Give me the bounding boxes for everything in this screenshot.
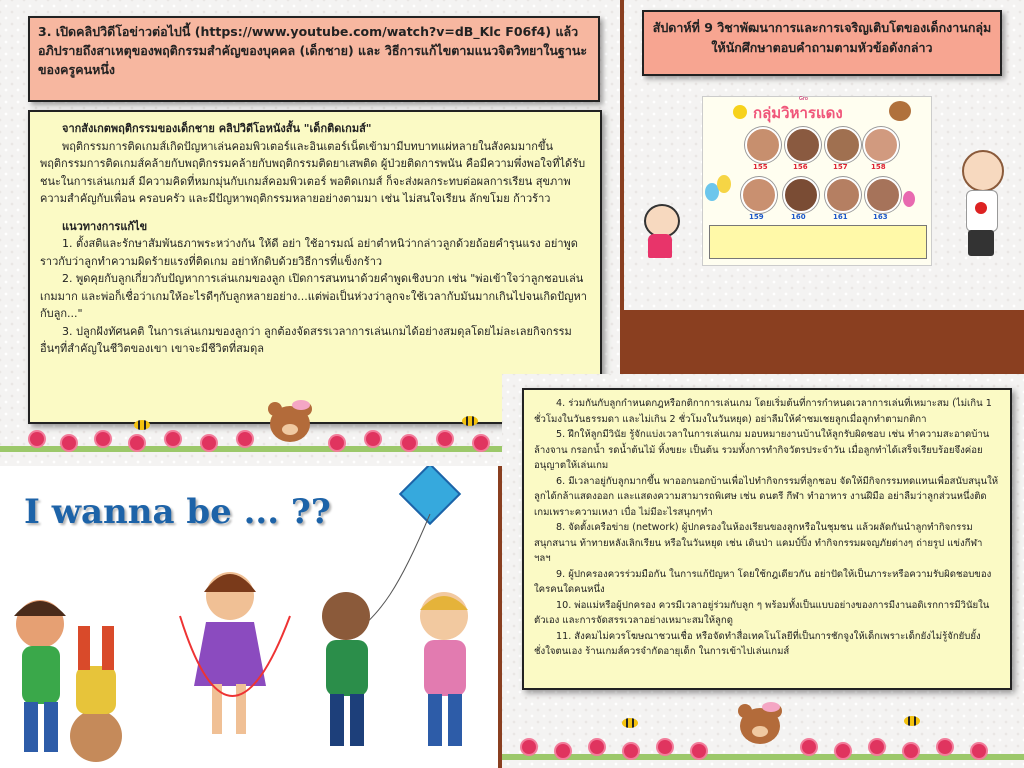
slide-title: I wanna be ... ??: [24, 492, 331, 532]
member-number: 159: [749, 213, 764, 221]
children-playing-illustration: [0, 466, 498, 768]
list-item: 10. พ่อแม่หรือผู้ปกครอง ควรมีเวลาอยู่ร่วมกับลูก ๆ พร้อมทั้งเป็นแบบอย่างของการมีงานอดิเรกการมีวินัยในตัวเอง และการจัดสรรเวลาอย่างเหมาะสมให้ลูกดู: [534, 599, 990, 626]
flower-icon: [870, 740, 884, 754]
list-item: 3. ปลูกฝังทัศนคติ ในการเล่นเกมของลูกว่า ลูกต้องจัดสรรเวลาการเล่นเกมได้อย่างสมดุลโดยไม่ละเลยกิจกรรมอื่นๆที่สำคัญในชีวิตของเขา เขาจะมีชีวิตที่สมดุล: [40, 324, 572, 355]
member-number: 156: [793, 163, 808, 171]
avatar: [825, 177, 861, 213]
flower-icon: [130, 436, 144, 450]
flower-icon: [166, 432, 180, 446]
flower-icon: [438, 432, 452, 446]
bee-icon: [622, 718, 638, 728]
list-item: 8. จัดตั้งเครือข่าย (network) ผู้ปกครองในห้องเรียนของลูกหรือในชุมชน แล้วผลัดกันนำลูกทำกิจกรรมสนุกสนาน ท้าทายหลังเลิกเรียน หรือในวันหยุด เช่น เดินป่า แคมป์ปิ้ง ทำกิจกรรมผจญภัยต่างๆ ถ่ายรูป แข่งกีฬา ฯลฯ: [534, 522, 983, 564]
member-number: 160: [791, 213, 806, 221]
list-item: 1. ตั้งสติและรักษาสัมพันธภาพระหว่างกัน ให้ดี อย่า ใช้อารมณ์ อย่าตำหนิว่ากล่าวลูกด้วยถ้อยคำรุนแรง อย่าพูดราวกับว่าลูกทำความผิดร้ายแรงที่ติดเกม อย่าหักดิบด้วยวิธีการที่แข็งกร้าว: [40, 237, 578, 268]
group-photo: [702, 96, 932, 266]
flower-icon: [692, 744, 706, 758]
list-item: 4. ร่วมกันกับลูกกำหนดกฎหรือกติกาการเล่นเกม โดยเริ่มต้นที่การกำหนดเวลาการเล่นที่เหมาะสม (ไม่เกิน 1 ชั่วโมงในวันธรรมดา และไม่เกิน 2 ชั่วโมงในวันหยุด) อย่าลืมให้คำชมเชยลูกเมื่อลูกทำตามกติกา: [534, 398, 992, 425]
bee-icon: [462, 416, 478, 426]
flower-icon: [836, 744, 850, 758]
teddy-bear-icon: [262, 400, 318, 450]
flower-icon: [402, 436, 416, 450]
slide-title-text: 3. เปิดคลิปวิดีโอข่าวต่อไปนี้ (https://www.youtube.com/watch?v=dB_Klc F06f4) แล้วอภิปรายถึงสาเหตุของพฤติกรรมสำคัญของบุคคล (เด็กชาย) และ วิธีการแก้ไขตามแนวจิตวิทยาในฐานะของครูคนหนึ่ง: [38, 24, 588, 77]
member-number: 161: [833, 213, 848, 221]
monkey-icon: [889, 101, 911, 121]
slide-group-work: [624, 0, 1024, 310]
section-heading: จากสังเกตพฤติกรรมของเด็กชาย คลิปวิดีโอหนังสั้น "เด็กติดเกมส์": [62, 122, 372, 135]
slide-solutions-continued: [502, 374, 1024, 768]
teddy-bear-icon: [732, 702, 788, 752]
flower-icon: [238, 432, 252, 446]
member-number: 158: [871, 163, 886, 171]
group-name: กลุ่มวิหารแดง: [753, 104, 843, 122]
avatar: [745, 127, 781, 163]
flower-icon: [96, 432, 110, 446]
flower-icon: [556, 744, 570, 758]
balloon-icon: [903, 191, 915, 207]
avatar: [863, 127, 899, 163]
avatar: [783, 177, 819, 213]
balloon-icon: [717, 175, 731, 193]
flower-icon: [30, 432, 44, 446]
content-box: [522, 388, 1012, 690]
flower-icon: [904, 744, 918, 758]
intro-paragraph: พฤติกรรมการติดเกมส์เกิดปัญหาเล่นคอมพิวเตอร์และอินเตอร์เน็ตเข้ามามีบทบาทแผ่หลายในสังคมมากขึ้น พฤติกรรมการติดเกมส์คล้ายกับพฤติกรรมคล้ายกับพฤติกรรมติดยาเสพติด ผู้ป่วยติดการพนัน คือมีความพึ่งพอใจที่ได้รับชนะในการเล่นเกมส์ มีความคิดที่หมกมุ่นกับเกมส์คอมพิวเตอร์ พอติดเกมส์ ก็จะส่งผลกระทบต่อผลการเรียน สุขภาพ ความสำคัญกับเพื่อน ครอบครัว และมีปัญหาพฤติกรรมหลายอย่างตามมา เช่น ไม่สนใจเรียน ลักขโมย ก้าวร้าว: [40, 139, 586, 205]
member-number: 155: [753, 163, 768, 171]
flower-icon: [202, 436, 216, 450]
list-item: 9. ผู้ปกครองควรร่วมมือกัน ในการแก้ปัญหา โดยใช้กฎเดียวกัน อย่าปัดให้เป็นภาระหรือความรับผิดชอบของใครคนใดคนหนึ่ง: [534, 568, 992, 595]
member-number: 163: [873, 213, 888, 221]
avatar: [785, 127, 821, 163]
flower-icon: [366, 432, 380, 446]
list-item: 11. สังคมไม่ควรโฆษณาชวนเชื่อ หรือจัดทำสื่อเทคโนโลยีที่เป็นการชักจูงให้เด็กเพราะเด็กยังไม่รู้จักยับยั้งชั่งใจตนเอง ร้านเกมส์ควรจำกัดอายุเด็ก ในการเข้าไปเล่นเกมส์: [534, 630, 981, 657]
list-item: 2. พูดคุยกับลูกเกี่ยวกับปัญหาการเล่นเกมของลูก เปิดการสนทนาด้วยคำพูดเชิงบวก เช่น "พ่อเข้าใจว่าลูกชอบเล่นเกมมาก และพ่อก็เชื่อว่าเกมให้อะไรดีๆกับลูกหลายอย่าง...แต่พ่อเป็นห่วงว่าลูกจะใช้เวลากับมันมากเกินไปจนเกิดปัญหากับลูก...": [40, 272, 587, 320]
slide-i-wanna-be: [0, 466, 498, 768]
flower-icon: [330, 436, 344, 450]
avatar: [741, 177, 777, 213]
flower-icon: [62, 436, 76, 450]
member-table: [709, 225, 927, 259]
slide-title: [28, 16, 600, 102]
list-item: 6. มีเวลาอยู่กับลูกมากขึ้น พาออกนอกบ้านเพื่อไปทำกิจกรรมที่ลูกชอบ จัดให้มีกิจกรรมทดแทนเพื่อสนับสนุนให้ลูกได้กล้าแสดงออก และแสดงความสามารถพิเศษ เช่น ดนตรี กีฬา ทำอาหาร งานฝีมือ อย่าลืมว่าลูกส่วนหนึ่งติดเกมเพราะความเหงา เบื่อ ไม่มีอะไรสนุกๆทำ: [534, 475, 999, 518]
slide-title-text: สัปดาห์ที่ 9 วิชาพัฒนาการและการเจริญเติบโตของเด็กงานกลุ่ม ให้นักศึกษาตอบคำถามตามหัวข้อดังกล่าว: [652, 20, 992, 55]
flower-icon: [522, 740, 536, 754]
avatar: [865, 177, 901, 213]
bee-icon: [904, 716, 920, 726]
cartoon-girl-icon: [642, 204, 678, 260]
list-item: 5. ฝึกให้ลูกมีวินัย รู้จักแบ่งเวลาในการเล่นเกม มอบหมายงานบ้านให้ลูกรับผิดชอบ เช่น ทำความสะอาดบ้าน ล้างจาน กรอกน้ำ รดน้ำต้นไม้ ทิ้งขยะ เป็นต้น รวมทั้งการทำกิจวัตรประจำวัน เมื่อลูกทำได้เสร็จเรียบร้อยจึงค่อยอนุญาตให้เล่นเกม: [534, 429, 990, 471]
flower-icon: [802, 740, 816, 754]
smiley-icon: [733, 105, 747, 119]
bee-icon: [134, 420, 150, 430]
group-small-label: Gro: [799, 96, 808, 102]
flower-icon: [658, 740, 672, 754]
cartoon-boy-icon: [958, 150, 1004, 260]
member-number: 157: [833, 163, 848, 171]
flower-icon: [972, 744, 986, 758]
slide-title: [642, 10, 1002, 76]
flower-icon: [474, 436, 488, 450]
flower-icon: [624, 744, 638, 758]
solutions-heading: แนวทางการแก้ไข: [62, 219, 148, 233]
flower-icon: [590, 740, 604, 754]
flower-icon: [938, 740, 952, 754]
avatar: [825, 127, 861, 163]
